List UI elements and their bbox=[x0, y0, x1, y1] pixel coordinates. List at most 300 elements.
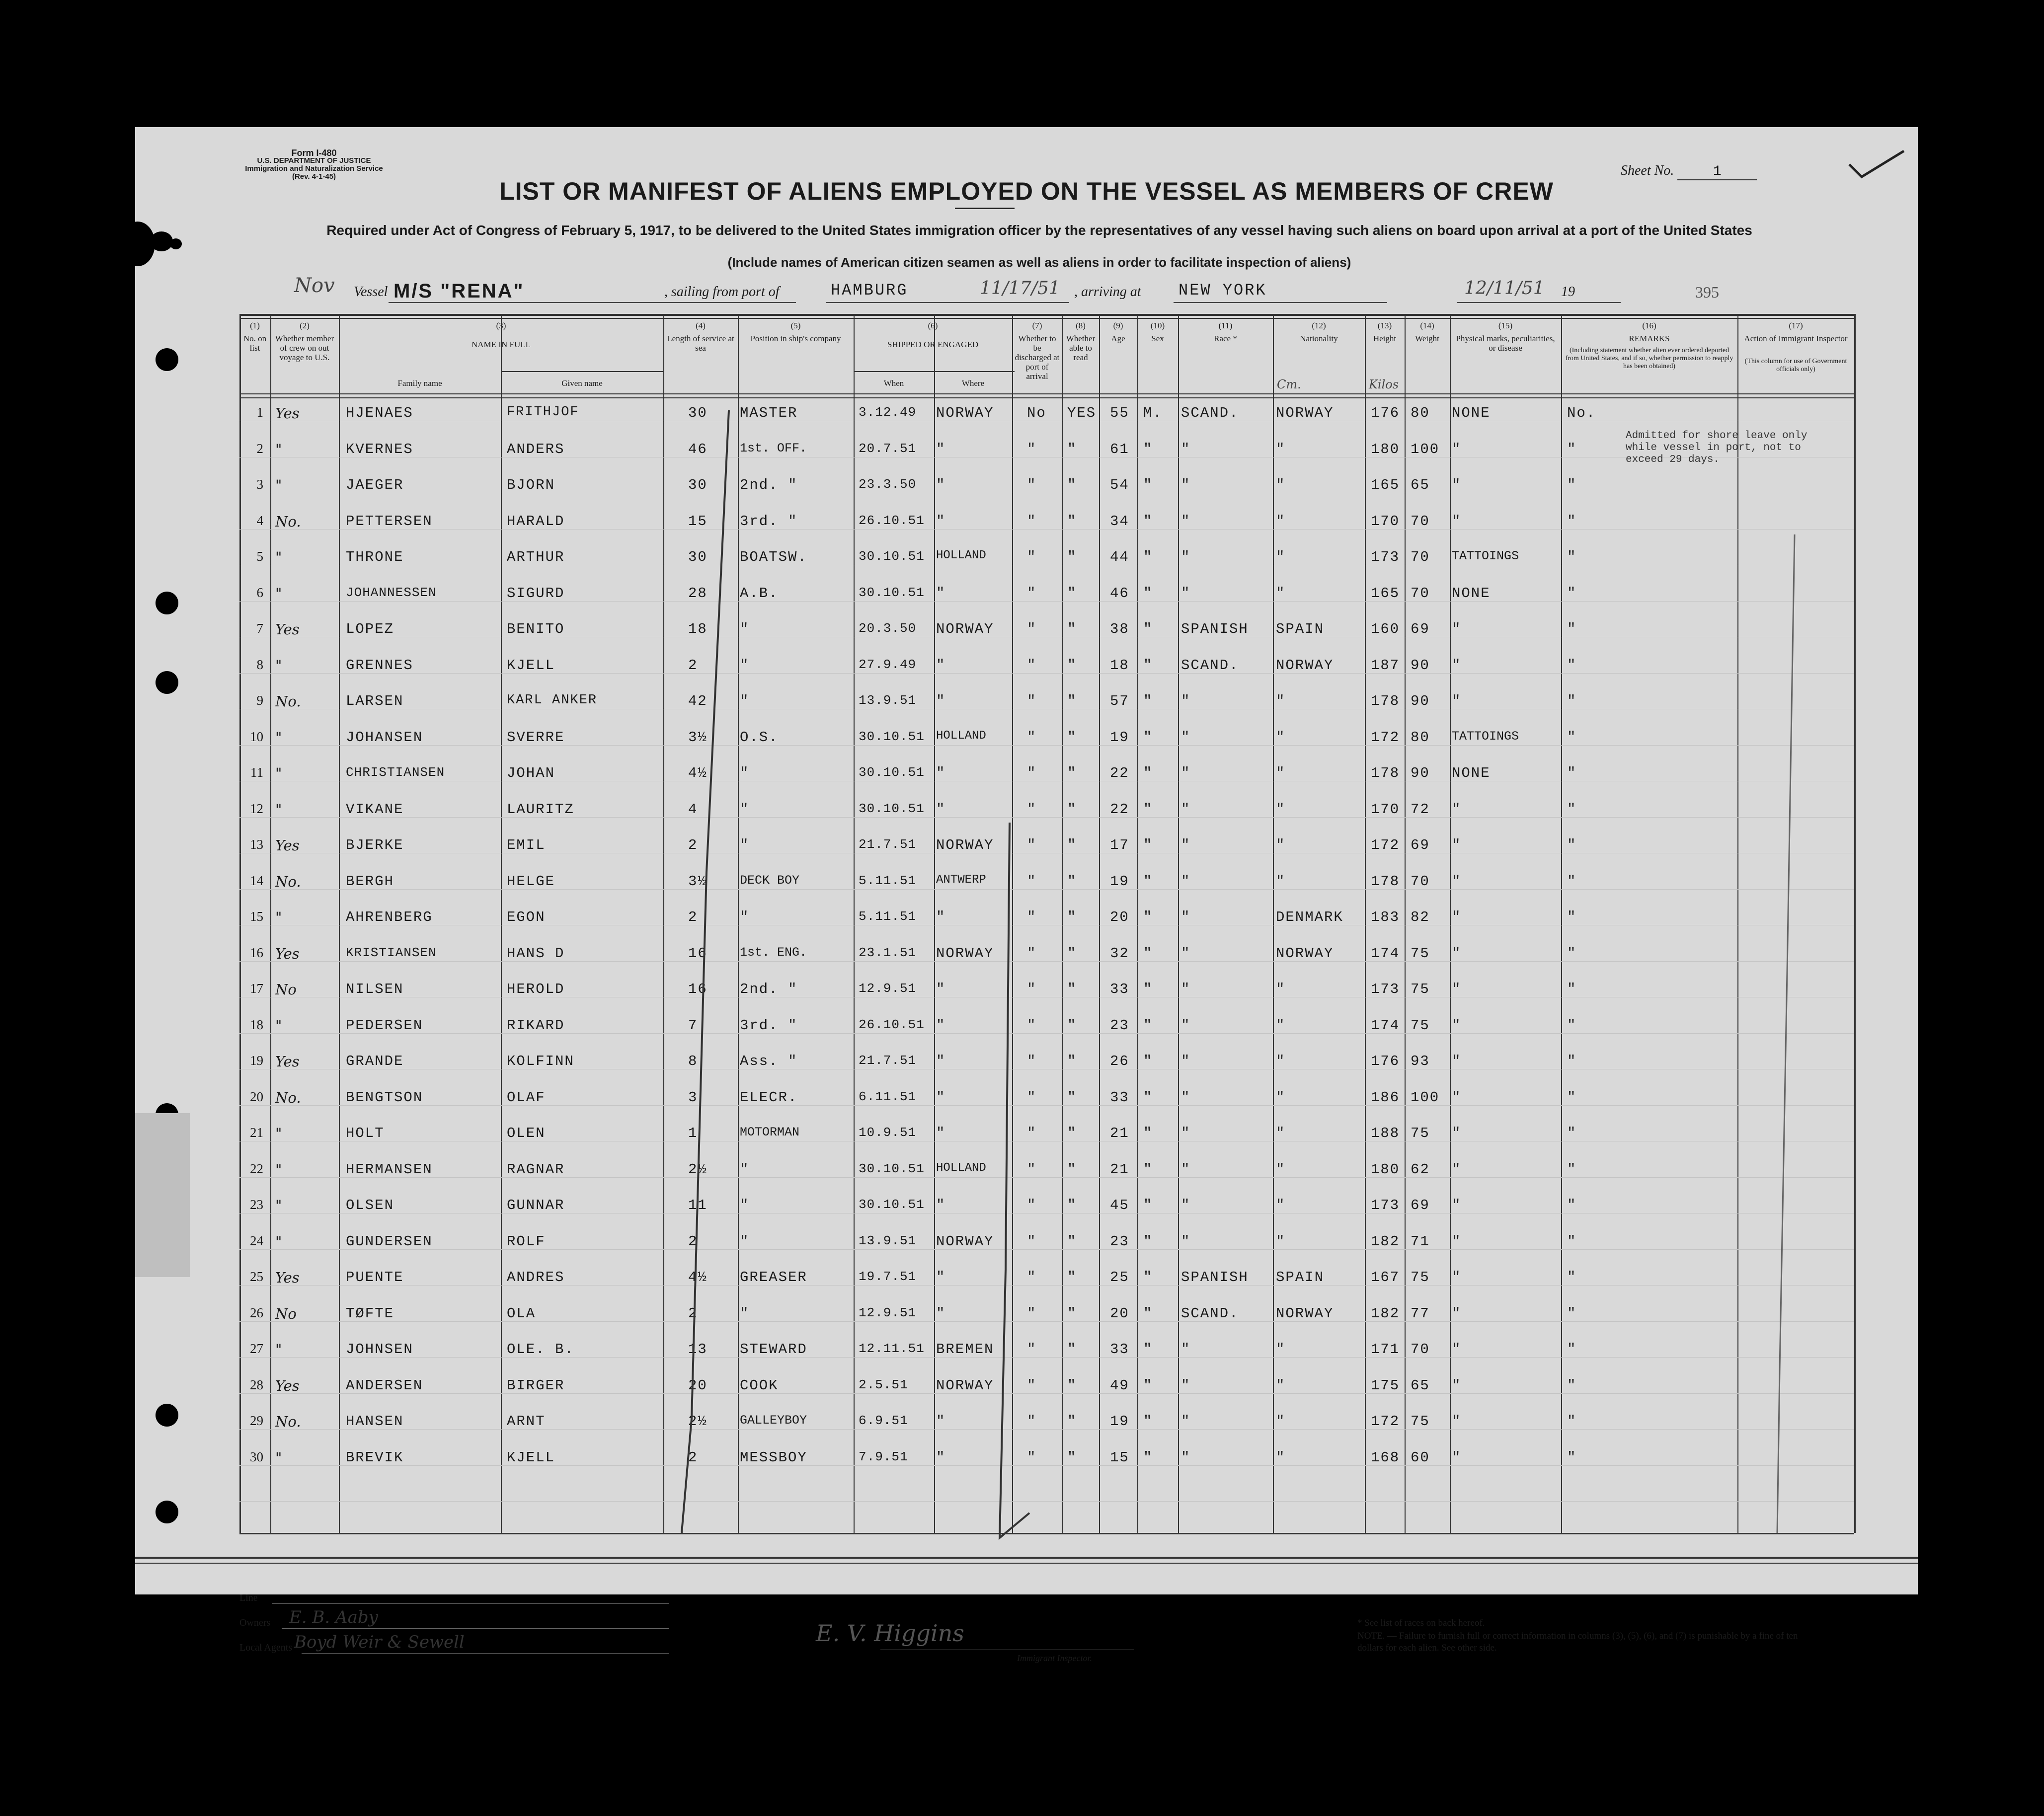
shipped-where-cell: " bbox=[936, 1269, 946, 1286]
given-name-cell: EMIL bbox=[507, 837, 546, 853]
service-length-cell: 4½ bbox=[688, 1269, 708, 1286]
crew-voyage-cell: " bbox=[275, 549, 282, 566]
family-name-cell: TØFTE bbox=[346, 1305, 394, 1322]
race-cell: SCAND. bbox=[1181, 405, 1239, 421]
given-name-cell: RAGNAR bbox=[507, 1161, 565, 1178]
nationality-cell: " bbox=[1276, 873, 1286, 890]
sex-cell: " bbox=[1143, 1053, 1153, 1069]
shipped-where-cell: " bbox=[936, 1413, 946, 1430]
given-name-cell: JOHAN bbox=[507, 765, 555, 781]
height-cell: 182 bbox=[1371, 1305, 1400, 1322]
given-name-cell: BIRGER bbox=[507, 1377, 565, 1394]
remarks-note: (Including statement whether alien ever ordered deported from United States, and if so, whether permission to reapply has been obtained) bbox=[1565, 347, 1733, 370]
given-name-cell: EGON bbox=[507, 909, 546, 925]
height-cell: 175 bbox=[1371, 1377, 1400, 1394]
service-length-cell: 2 bbox=[688, 1233, 698, 1250]
given-name-cell: KJELL bbox=[507, 1449, 555, 1466]
column-label: Action of Immigrant Inspector bbox=[1744, 334, 1848, 343]
family-name-cell: BENGTSON bbox=[346, 1089, 423, 1106]
crew-voyage-cell: " bbox=[275, 765, 282, 782]
race-cell: " bbox=[1181, 1233, 1191, 1250]
physical-marks-cell: " bbox=[1452, 945, 1462, 962]
able-to-read-cell: " bbox=[1067, 549, 1077, 565]
shipped-where-cell: ANTWERP bbox=[936, 873, 986, 887]
column-label: NAME IN FULL bbox=[472, 340, 531, 349]
remarks-cell: " bbox=[1567, 513, 1577, 530]
race-cell: " bbox=[1181, 477, 1191, 493]
nationality-cell: " bbox=[1276, 1017, 1286, 1034]
crew-voyage-cell: No. bbox=[275, 873, 301, 890]
sex-cell: " bbox=[1143, 945, 1153, 962]
shipped-where-cell: " bbox=[936, 1125, 946, 1141]
column-rule bbox=[1854, 314, 1856, 1533]
discharge-cell: " bbox=[1027, 1233, 1037, 1250]
able-to-read-cell: " bbox=[1067, 513, 1077, 530]
given-name-cell: HEROLD bbox=[507, 981, 565, 997]
given-name-cell: HELGE bbox=[507, 873, 555, 890]
shipped-where-cell: NORWAY bbox=[936, 837, 994, 853]
header-bottom-rule bbox=[239, 397, 1854, 398]
shipped-where-cell: " bbox=[936, 441, 946, 457]
remarks-cell: " bbox=[1567, 1305, 1577, 1322]
crew-voyage-cell: No bbox=[275, 1305, 297, 1322]
nationality-cell: DENMARK bbox=[1276, 909, 1343, 925]
service-length-cell: 28 bbox=[688, 585, 708, 602]
height-cell: 174 bbox=[1371, 945, 1400, 962]
position-cell: 3rd. " bbox=[740, 513, 798, 530]
weight-cell: 100 bbox=[1411, 1089, 1440, 1106]
remarks-cell: " bbox=[1567, 1413, 1577, 1430]
able-to-read-cell: " bbox=[1067, 765, 1077, 781]
able-to-read-cell: " bbox=[1067, 1305, 1077, 1322]
nationality-cell: NORWAY bbox=[1276, 405, 1334, 421]
physical-marks-cell: " bbox=[1452, 657, 1462, 674]
column-number: (4) bbox=[696, 321, 706, 330]
family-name-cell: HERMANSEN bbox=[346, 1161, 433, 1178]
age-cell: 19 bbox=[1110, 729, 1129, 746]
service-length-cell: 2½ bbox=[688, 1161, 708, 1178]
shipped-when-cell: 13.9.51 bbox=[859, 693, 917, 708]
sex-cell: " bbox=[1143, 585, 1153, 602]
table-row bbox=[135, 907, 1854, 943]
row-number-cell: 30 bbox=[250, 1449, 263, 1464]
family-name-cell: PEDERSEN bbox=[346, 1017, 423, 1034]
physical-marks-cell: " bbox=[1452, 477, 1462, 493]
height-cell: 165 bbox=[1371, 477, 1400, 493]
discharge-cell: " bbox=[1027, 621, 1037, 637]
inspector-label: Immigrant Inspector. bbox=[1017, 1653, 1092, 1663]
position-cell: " bbox=[740, 765, 750, 781]
nationality-cell: NORWAY bbox=[1276, 945, 1334, 962]
row-number-cell: 6 bbox=[256, 585, 263, 600]
shipped-when-cell: 20.3.50 bbox=[859, 621, 917, 636]
row-number-cell: 13 bbox=[250, 837, 263, 852]
race-cell: " bbox=[1181, 837, 1191, 853]
race-cell: " bbox=[1181, 1089, 1191, 1106]
race-cell: " bbox=[1181, 441, 1191, 457]
remarks-cell: " bbox=[1567, 693, 1577, 709]
able-to-read-cell: " bbox=[1067, 1125, 1077, 1141]
row-number-cell: 16 bbox=[250, 945, 263, 960]
service-length-cell: 42 bbox=[688, 693, 708, 709]
column-number: (6) bbox=[928, 321, 938, 330]
table-row bbox=[135, 1159, 1854, 1196]
age-cell: 19 bbox=[1110, 1413, 1129, 1430]
position-cell: 2nd. " bbox=[740, 477, 798, 493]
sex-cell: " bbox=[1143, 1197, 1153, 1213]
crew-voyage-cell: " bbox=[275, 657, 282, 674]
able-to-read-cell: " bbox=[1067, 729, 1077, 746]
physical-marks-cell: " bbox=[1452, 1233, 1462, 1250]
crew-voyage-cell: " bbox=[275, 1017, 282, 1034]
weight-cell: 70 bbox=[1411, 585, 1430, 602]
given-name-cell: OLE. B. bbox=[507, 1341, 574, 1358]
height-cell: 180 bbox=[1371, 441, 1400, 457]
service-length-cell: 2 bbox=[688, 1305, 698, 1322]
shipped-when-cell: 19.7.51 bbox=[859, 1269, 917, 1284]
shipped-when-cell: 30.10.51 bbox=[859, 765, 925, 780]
weight-cell: 80 bbox=[1411, 729, 1430, 746]
column-label: SHIPPED OR ENGAGED bbox=[887, 340, 979, 349]
nationality-cell: " bbox=[1276, 729, 1286, 746]
table-row bbox=[135, 1051, 1854, 1087]
crew-voyage-cell: No. bbox=[275, 1089, 301, 1106]
sex-cell: " bbox=[1143, 621, 1153, 637]
service-length-cell: 16 bbox=[688, 981, 708, 997]
service-length-cell: 20 bbox=[688, 1377, 708, 1394]
family-name-cell: JOHANNESSEN bbox=[346, 585, 437, 600]
sex-cell: " bbox=[1143, 1161, 1153, 1178]
owners-value: E. B. Aaby bbox=[289, 1607, 378, 1627]
arriving-port: NEW YORK bbox=[1179, 281, 1267, 300]
service-length-cell: 7 bbox=[688, 1017, 698, 1034]
column-header bbox=[1062, 321, 1099, 362]
table-row bbox=[135, 403, 1854, 439]
physical-marks-cell: " bbox=[1452, 1197, 1462, 1213]
weight-cell: 75 bbox=[1411, 945, 1430, 962]
table-row bbox=[135, 799, 1854, 835]
shipped-when-cell: 26.10.51 bbox=[859, 513, 925, 528]
inspector-signature: E. V. Higgins bbox=[816, 1620, 964, 1647]
shipped-when-cell: 30.10.51 bbox=[859, 801, 925, 816]
discharge-cell: " bbox=[1027, 1341, 1037, 1358]
vessel-line bbox=[135, 274, 1918, 304]
column-header bbox=[854, 321, 1012, 349]
discharge-cell: No bbox=[1027, 405, 1046, 421]
physical-marks-cell: " bbox=[1452, 909, 1462, 925]
shipped-where-cell: " bbox=[936, 1053, 946, 1069]
weight-cell: 75 bbox=[1411, 1413, 1430, 1430]
crew-voyage-cell: " bbox=[275, 909, 282, 926]
sex-cell: " bbox=[1143, 837, 1153, 853]
service-length-cell: 18 bbox=[688, 621, 708, 637]
physical-marks-cell: " bbox=[1452, 1305, 1462, 1322]
column-header bbox=[1273, 321, 1365, 343]
able-to-read-cell: " bbox=[1067, 1413, 1077, 1430]
age-cell: 19 bbox=[1110, 873, 1129, 890]
age-cell: 45 bbox=[1110, 1197, 1129, 1213]
nationality-cell: " bbox=[1276, 1413, 1286, 1430]
service-length-cell: 3½ bbox=[688, 873, 708, 890]
crew-voyage-cell: Yes bbox=[275, 945, 300, 962]
weight-cell: 82 bbox=[1411, 909, 1430, 925]
position-cell: " bbox=[740, 657, 750, 674]
discharge-cell: " bbox=[1027, 945, 1037, 962]
family-name-cell: HOLT bbox=[346, 1125, 385, 1141]
given-name-cell: OLA bbox=[507, 1305, 536, 1322]
physical-marks-cell: NONE bbox=[1452, 585, 1491, 602]
sex-cell: " bbox=[1143, 1377, 1153, 1394]
service-length-cell: 2 bbox=[688, 657, 698, 674]
age-cell: 20 bbox=[1110, 1305, 1129, 1322]
discharge-cell: " bbox=[1027, 657, 1037, 674]
nationality-cell: " bbox=[1276, 1089, 1286, 1106]
able-to-read-cell: " bbox=[1067, 1449, 1077, 1466]
height-cell: 173 bbox=[1371, 549, 1400, 565]
arrival-date: 12/11/51 bbox=[1464, 278, 1545, 299]
row-number-cell: 29 bbox=[250, 1413, 263, 1428]
column-number: (3) bbox=[496, 321, 506, 330]
remarks-cell: " bbox=[1567, 1449, 1577, 1466]
shipped-where-cell: HOLLAND bbox=[936, 549, 986, 562]
table-row bbox=[135, 1231, 1854, 1268]
weight-cell: 75 bbox=[1411, 1125, 1430, 1141]
shipped-where-cell: HOLLAND bbox=[936, 729, 986, 743]
able-to-read-cell: " bbox=[1067, 1341, 1077, 1358]
table-row bbox=[135, 943, 1854, 980]
race-cell: " bbox=[1181, 549, 1191, 565]
race-cell: " bbox=[1181, 1341, 1191, 1358]
table-row bbox=[135, 1267, 1854, 1303]
race-cell: " bbox=[1181, 981, 1191, 997]
row-number-cell: 5 bbox=[256, 549, 263, 564]
height-cell: 172 bbox=[1371, 1413, 1400, 1430]
race-cell: " bbox=[1181, 1161, 1191, 1178]
remarks-cell: " bbox=[1567, 945, 1577, 962]
discharge-cell: " bbox=[1027, 729, 1037, 746]
table-row bbox=[135, 439, 1854, 475]
position-cell: STEWARD bbox=[740, 1341, 807, 1358]
position-cell: " bbox=[740, 693, 750, 709]
table-row bbox=[135, 475, 1854, 511]
remarks-cell: " bbox=[1567, 1125, 1577, 1141]
service: Immigration and Naturalization Service bbox=[245, 164, 383, 173]
column-number: (15) bbox=[1498, 321, 1513, 330]
service-length-cell: 16 bbox=[688, 945, 708, 962]
shipped-where-cell: " bbox=[936, 585, 946, 602]
remarks-cell: " bbox=[1567, 1053, 1577, 1069]
age-cell: 22 bbox=[1110, 765, 1129, 781]
height-cell: 183 bbox=[1371, 909, 1400, 925]
crew-voyage-cell: No. bbox=[275, 1413, 301, 1430]
sex-cell: M. bbox=[1143, 405, 1163, 421]
nationality-cell: " bbox=[1276, 1341, 1286, 1358]
age-cell: 44 bbox=[1110, 549, 1129, 565]
column-header bbox=[738, 321, 854, 343]
column-header bbox=[1012, 321, 1062, 381]
shipped-where-cell: NORWAY bbox=[936, 1233, 994, 1250]
family-name-cell: OLSEN bbox=[346, 1197, 394, 1213]
discharge-cell: " bbox=[1027, 693, 1037, 709]
given-name-cell: BENITO bbox=[507, 621, 565, 637]
paper-tear bbox=[150, 231, 173, 251]
column-header bbox=[1365, 321, 1405, 343]
remarks-cell: " bbox=[1567, 1089, 1577, 1106]
service-length-cell: 15 bbox=[688, 513, 708, 530]
sailing-date: 11/17/51 bbox=[980, 278, 1060, 299]
physical-marks-cell: NONE bbox=[1452, 405, 1491, 421]
physical-marks-cell: " bbox=[1452, 1449, 1462, 1466]
height-cell: 171 bbox=[1371, 1341, 1400, 1358]
shipped-when-cell: 21.7.51 bbox=[859, 1053, 917, 1068]
table-row bbox=[135, 979, 1854, 1015]
given-name-cell: ANDERS bbox=[507, 441, 565, 457]
able-to-read-cell: " bbox=[1067, 1089, 1077, 1106]
able-to-read-cell: " bbox=[1067, 621, 1077, 637]
column-label: Age bbox=[1111, 334, 1125, 343]
position-cell: 3rd. " bbox=[740, 1017, 798, 1034]
height-cell: 182 bbox=[1371, 1233, 1400, 1250]
column-label: Whether to be discharged at port of arrival bbox=[1015, 334, 1060, 381]
nationality-cell: NORWAY bbox=[1276, 1305, 1334, 1322]
given-name-cell: OLEN bbox=[507, 1125, 546, 1141]
weight-cell: 75 bbox=[1411, 1017, 1430, 1034]
position-cell: " bbox=[740, 1161, 750, 1178]
nationality-cell: " bbox=[1276, 1233, 1286, 1250]
remarks-cell: " bbox=[1567, 585, 1577, 602]
row-number-cell: 3 bbox=[256, 477, 263, 492]
table-row bbox=[135, 763, 1854, 799]
position-cell: " bbox=[740, 909, 750, 925]
remarks-cell: " bbox=[1567, 1197, 1577, 1213]
shipped-where-cell: " bbox=[936, 1089, 946, 1106]
race-cell: " bbox=[1181, 1413, 1191, 1430]
column-number: (16) bbox=[1642, 321, 1656, 330]
row-number-cell: 28 bbox=[250, 1377, 263, 1392]
nationality-cell: " bbox=[1276, 981, 1286, 997]
physical-marks-cell: " bbox=[1452, 1269, 1462, 1286]
service-length-cell: 2½ bbox=[688, 1413, 708, 1430]
table-row bbox=[135, 1123, 1854, 1159]
table-row bbox=[135, 655, 1854, 691]
column-number: (1) bbox=[250, 321, 260, 330]
age-cell: 32 bbox=[1110, 945, 1129, 962]
table-bottom-rule bbox=[239, 1533, 1854, 1534]
column-label: No. on list bbox=[243, 334, 267, 353]
family-name-cell: AHRENBERG bbox=[346, 909, 433, 925]
given-name-cell: ARNT bbox=[507, 1413, 546, 1430]
sex-cell: " bbox=[1143, 1449, 1153, 1466]
sex-cell: " bbox=[1143, 729, 1153, 746]
shipped-when-cell: 30.10.51 bbox=[859, 1161, 925, 1176]
row-number-cell: 21 bbox=[250, 1125, 263, 1140]
remarks-cell: " bbox=[1567, 729, 1577, 746]
height-cell: 167 bbox=[1371, 1269, 1400, 1286]
table-row bbox=[135, 1375, 1854, 1412]
column-header bbox=[1450, 321, 1561, 353]
shipped-where-cell: " bbox=[936, 909, 946, 925]
shipped-when-cell: 5.11.51 bbox=[859, 909, 917, 924]
family-name-cell: PETTERSEN bbox=[346, 513, 433, 530]
able-to-read-cell: " bbox=[1067, 585, 1077, 602]
discharge-cell: " bbox=[1027, 1017, 1037, 1034]
service-length-cell: 3 bbox=[688, 1089, 698, 1106]
race-cell: " bbox=[1181, 801, 1191, 818]
height-cell: 180 bbox=[1371, 1161, 1400, 1178]
height-cell: 168 bbox=[1371, 1449, 1400, 1466]
nationality-cell: " bbox=[1276, 837, 1286, 853]
service-length-cell: 2 bbox=[688, 1449, 698, 1466]
shipped-where-cell: " bbox=[936, 1449, 946, 1466]
race-cell: " bbox=[1181, 1125, 1191, 1141]
nationality-cell: " bbox=[1276, 477, 1286, 493]
age-cell: 23 bbox=[1110, 1233, 1129, 1250]
nationality-cell: SPAIN bbox=[1276, 1269, 1325, 1286]
sex-cell: " bbox=[1143, 1305, 1153, 1322]
column-header bbox=[339, 321, 663, 349]
table-row bbox=[135, 1411, 1854, 1447]
race-cell: " bbox=[1181, 1377, 1191, 1394]
able-to-read-cell: " bbox=[1067, 657, 1077, 674]
sheet-number: 1 bbox=[1677, 164, 1757, 180]
stamp-number: 395 bbox=[1695, 283, 1719, 301]
given-name-cell: BJORN bbox=[507, 477, 555, 493]
shipped-where-cell: NORWAY bbox=[936, 621, 994, 637]
age-cell: 18 bbox=[1110, 657, 1129, 674]
table-row bbox=[135, 547, 1854, 583]
column-label: Height bbox=[1373, 334, 1397, 343]
table-row bbox=[135, 511, 1854, 547]
race-cell: " bbox=[1181, 1449, 1191, 1466]
service-length-cell: 2 bbox=[688, 909, 698, 925]
shipped-when-cell: 21.7.51 bbox=[859, 837, 917, 852]
weight-cell: 70 bbox=[1411, 873, 1430, 890]
race-cell: " bbox=[1181, 1197, 1191, 1213]
race-cell: " bbox=[1181, 1017, 1191, 1034]
row-number-cell: 23 bbox=[250, 1197, 263, 1212]
family-name-cell: HJENAES bbox=[346, 405, 413, 421]
nationality-cell: " bbox=[1276, 693, 1286, 709]
race-cell: " bbox=[1181, 729, 1191, 746]
race-cell: " bbox=[1181, 945, 1191, 962]
row-number-cell: 24 bbox=[250, 1233, 263, 1248]
row-number-cell: 20 bbox=[250, 1089, 263, 1104]
discharge-cell: " bbox=[1027, 1449, 1037, 1466]
able-to-read-cell: " bbox=[1067, 1017, 1077, 1034]
weight-cell: 93 bbox=[1411, 1053, 1430, 1069]
age-cell: 38 bbox=[1110, 621, 1129, 637]
position-cell: " bbox=[740, 1233, 750, 1250]
age-cell: 15 bbox=[1110, 1449, 1129, 1466]
given-name-cell: FRITHJOF bbox=[507, 405, 579, 420]
position-cell: MOTORMAN bbox=[740, 1125, 800, 1139]
shipped-where-cell: " bbox=[936, 801, 946, 818]
position-cell: 1st. OFF. bbox=[740, 441, 807, 455]
discharge-cell: " bbox=[1027, 909, 1037, 925]
physical-marks-cell: " bbox=[1452, 1053, 1462, 1069]
column-header bbox=[239, 321, 270, 353]
shipped-where-cell: " bbox=[936, 981, 946, 997]
position-cell: Ass. " bbox=[740, 1053, 798, 1069]
position-cell: MASTER bbox=[740, 405, 798, 421]
family-name-cell: VIKANE bbox=[346, 801, 404, 818]
shipped-where-cell: " bbox=[936, 765, 946, 781]
age-cell: 33 bbox=[1110, 1341, 1129, 1358]
race-cell: SPANISH bbox=[1181, 1269, 1249, 1286]
column-number: (14) bbox=[1420, 321, 1434, 330]
race-cell: " bbox=[1181, 693, 1191, 709]
row-number-cell: 27 bbox=[250, 1341, 263, 1356]
